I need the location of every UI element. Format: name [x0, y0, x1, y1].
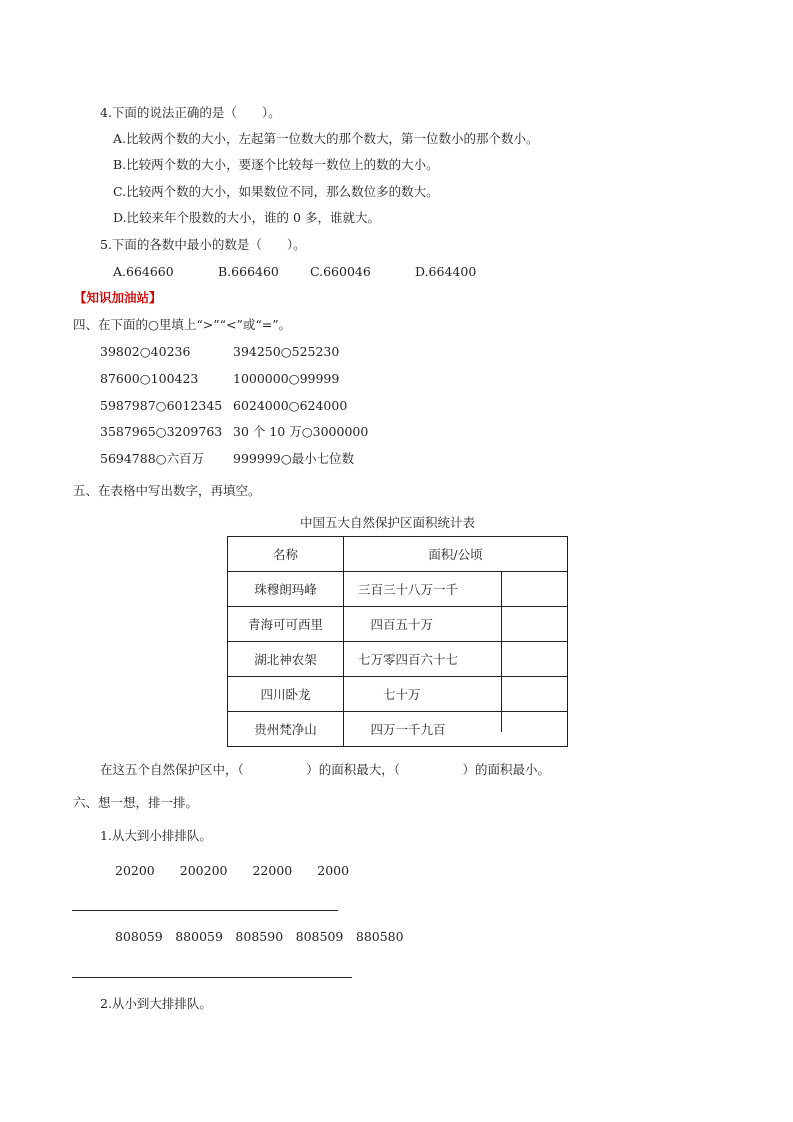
cell-name: 珠穆朗玛峰 [228, 572, 344, 607]
q5-option-c: C.660046 [310, 264, 371, 279]
compare-item: 30 个 10 万○3000000 [233, 424, 369, 439]
s6-numbers-2: 808059 880059 808590 808509 880580 [115, 929, 404, 944]
compare-item: 1000000○99999 [233, 371, 340, 386]
section-tag: 【知识加油站】 [74, 290, 162, 305]
compare-item: 87600○100423 [100, 371, 199, 386]
cell-area: 七十万 [344, 677, 502, 712]
q4-option-d: D.比较来年个股数的大小，谁的 0 多，谁就大。 [113, 210, 380, 225]
table-row [228, 677, 568, 712]
q5-option-a: A.664660 [113, 264, 174, 279]
compare-item: 5694788○六百万 [100, 451, 205, 466]
compare-item: 3587965○3209763 [100, 424, 223, 439]
table-row [228, 607, 568, 642]
s6-q2: 2.从小到大排排队。 [100, 996, 212, 1011]
s5-sentence: 在这五个自然保护区中，（ ）的面积最大，（ ）的面积最小。 [100, 762, 551, 777]
table-row [228, 642, 568, 677]
cell-area: 四万一千九百 [344, 712, 502, 747]
q4-option-c: C.比较两个数的大小，如果数位不同，那么数位多的数大。 [113, 184, 439, 199]
s6-q1: 1.从大到小排排队。 [100, 828, 212, 843]
cell-answer[interactable] [501, 642, 568, 677]
header-area: 面积/公顷 [344, 537, 568, 572]
answer-line[interactable] [72, 977, 352, 978]
table-row [228, 712, 568, 747]
answer-line[interactable] [72, 910, 338, 911]
q4-option-b: B.比较两个数的大小，要逐个比较每一数位上的数的大小。 [113, 157, 439, 172]
cell-name: 湖北神农架 [228, 642, 344, 677]
compare-item: 394250○525230 [233, 344, 340, 359]
cell-answer[interactable] [501, 572, 568, 607]
q4-stem: 4.下面的说法正确的是（ ）。 [100, 105, 281, 120]
q5-option-b: B.666460 [218, 264, 279, 279]
compare-item: 39802○40236 [100, 344, 191, 359]
reserve-table [227, 536, 568, 747]
cell-area: 三百三十八万一千 [344, 572, 502, 607]
cell-answer[interactable] [501, 712, 568, 747]
table-title: 中国五大自然保护区面积统计表 [300, 515, 476, 530]
header-name: 名称 [228, 537, 344, 572]
q5-option-d: D.664400 [415, 264, 477, 279]
table-row [228, 572, 568, 607]
cell-name: 贵州梵净山 [228, 712, 344, 747]
q4-option-a: A.比较两个数的大小，左起第一位数大的那个数大，第一位数小的那个数小。 [113, 131, 539, 146]
cell-name: 青海可可西里 [228, 607, 344, 642]
q5-stem: 5.下面的各数中最小的数是（ ）。 [100, 237, 306, 252]
compare-item: 5987987○6012345 [100, 398, 223, 413]
s4-title: 四、在下面的○里填上“>”“<”或“=”。 [73, 317, 292, 332]
s6-numbers-1: 20200 200200 22000 2000 [115, 863, 350, 878]
cell-area: 七万零四百六十七 [344, 642, 502, 677]
cell-answer[interactable] [501, 677, 568, 712]
s5-title: 五、在表格中写出数字，再填空。 [73, 483, 261, 498]
s6-title: 六、想一想，排一排。 [73, 795, 199, 810]
cell-answer[interactable] [501, 607, 568, 642]
compare-item: 999999○最小七位数 [233, 451, 355, 466]
compare-item: 6024000○624000 [233, 398, 348, 413]
cell-area: 四百五十万 [344, 607, 502, 642]
cell-name: 四川卧龙 [228, 677, 344, 712]
